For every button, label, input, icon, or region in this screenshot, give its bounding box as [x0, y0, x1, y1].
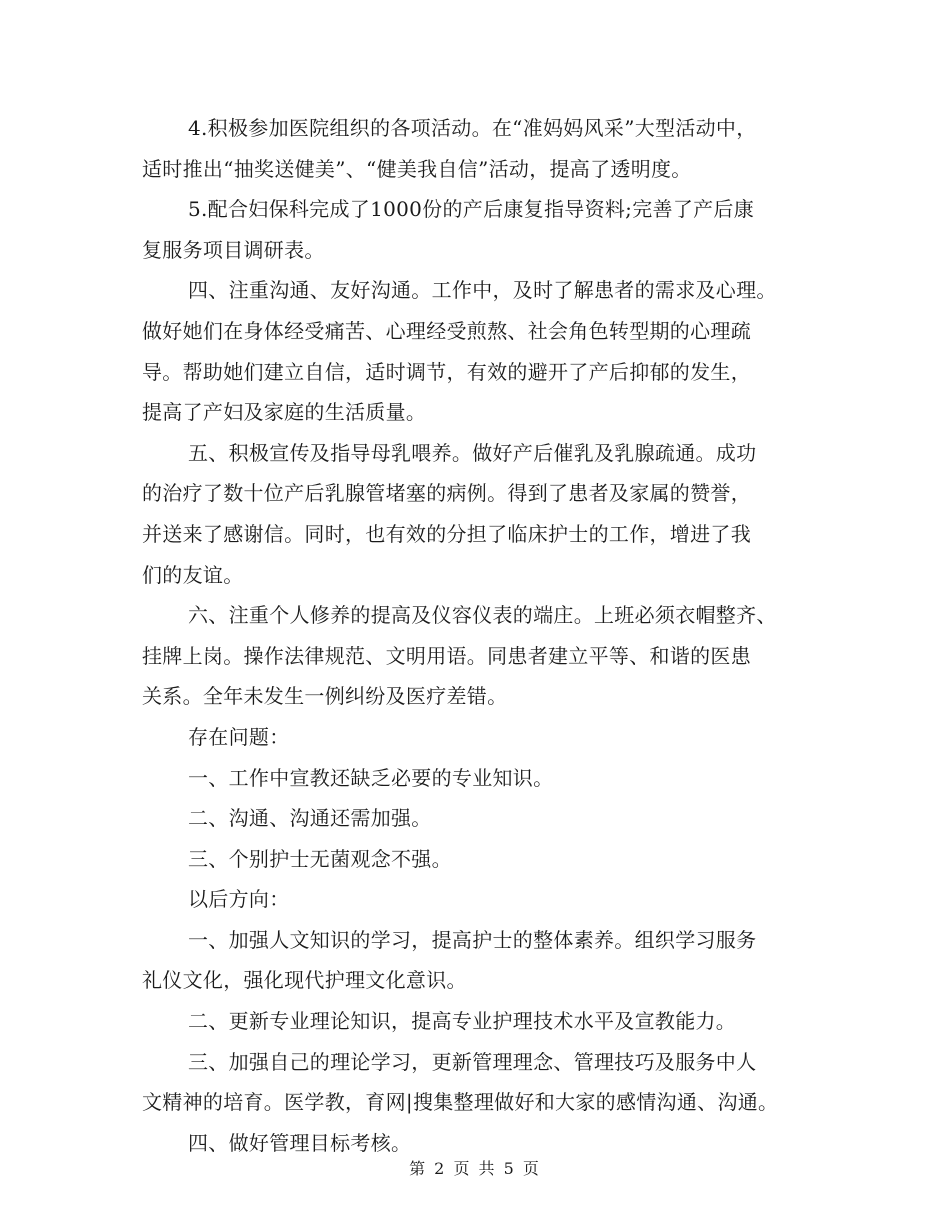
text-line: 一、工作中宣教还缺乏必要的专业知识。 [188, 765, 554, 790]
text-line: 四、做好管理目标考核。 [188, 1130, 412, 1155]
text-line: 适时推出“抽奖送健美”、“健美我自信”活动，提高了透明度。 [142, 156, 692, 181]
page-footer: 第 2 页 共 5 页 [409, 1159, 541, 1178]
text-line: 并送来了感谢信。同时，也有效的分担了临床护士的工作，增进了我 [142, 521, 751, 546]
text-line: 三、加强自己的理论学习，更新管理理念、管理技巧及服务中人 [188, 1049, 757, 1074]
text-line: 5.配合妇保科完成了1000份的产后康复指导资料;完善了产后康 [188, 197, 755, 222]
text-line: 一、加强人文知识的学习，提高护士的整体素养。组织学习服务 [188, 927, 757, 952]
text-line: 五、积极宣传及指导母乳喂养。做好产后催乳及乳腺疏通。成功 [188, 440, 757, 465]
text-line: 二、沟通、沟通还需加强。 [188, 806, 432, 831]
text-line: 们的友谊。 [142, 562, 244, 587]
text-line: 的治疗了数十位产后乳腺管堵塞的病例。得到了患者及家属的赞誉， [142, 481, 751, 506]
text-line: 礼仪文化，强化现代护理文化意识。 [142, 968, 467, 993]
text-line: 存在问题： [188, 724, 290, 749]
text-line: 提高了产妇及家庭的生活质量。 [142, 400, 427, 425]
text-line: 关系。全年未发生一例纠纷及医疗差错。 [142, 684, 508, 709]
text-line: 做好她们在身体经受痛苦、心理经受煎熬、社会角色转型期的心理疏 [142, 318, 751, 343]
text-line: 二、更新专业理论知识，提高专业护理技术水平及宣教能力。 [188, 1009, 737, 1034]
document-body [142, 108, 822, 1163]
text-line: 六、注重个人修养的提高及仪容仪表的端庄。上班必须衣帽整齐、 [188, 603, 777, 628]
text-line: 文精神的培育。医学教，育网|搜集整理做好和大家的感情沟通、沟通。 [142, 1090, 779, 1115]
text-line: 复服务项目调研表。 [142, 237, 325, 262]
text-line: 以后方向： [188, 887, 290, 912]
text-line: 导。帮助她们建立自信，适时调节，有效的避开了产后抑郁的发生， [142, 359, 751, 384]
text-line: 三、个别护士无菌观念不强。 [188, 846, 452, 871]
text-line: 四、注重沟通、友好沟通。工作中，及时了解患者的需求及心理。 [188, 278, 777, 303]
text-line: 4.积极参加医院组织的各项活动。在“准妈妈风采”大型活动中， [188, 116, 757, 140]
text-line: 挂牌上岗。操作法律规范、文明用语。同患者建立平等、和谐的医患 [142, 643, 751, 668]
